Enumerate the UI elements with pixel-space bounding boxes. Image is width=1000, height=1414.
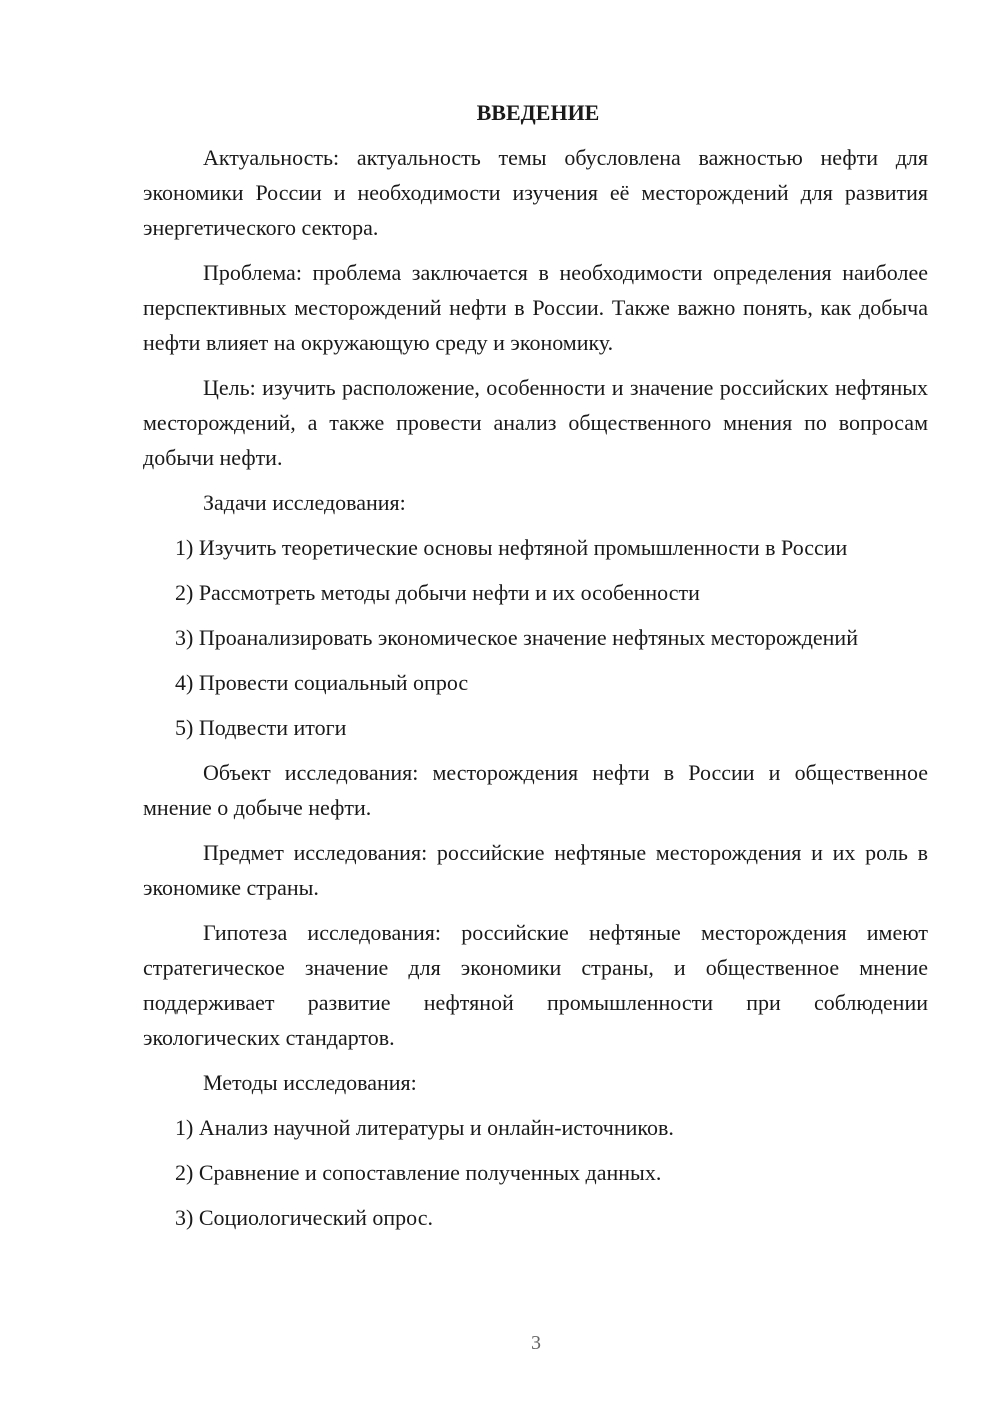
task-item: 5) Подвести итоги <box>175 715 347 740</box>
goal-paragraph: Цель: изучить расположение, особенности и значение российских нефтяных месторождений, а также провести анализ общественного мнения по вопросам добычи нефти. <box>143 375 928 470</box>
task-item: 1) Изучить теоретические основы нефтяной промышленности в России <box>175 535 848 560</box>
object-paragraph: Объект исследования: месторождения нефти в России и общественное мнение о добыче нефти. <box>143 760 928 820</box>
hypothesis-paragraph: Гипотеза исследования: российские нефтяные месторождения имеют стратегическое значение для экономики страны, и общественное мнение поддерживает развитие нефтяной промышленности при соблюдении экологических стандартов. <box>143 920 928 1050</box>
method-item: 2) Сравнение и сопоставление полученных данных. <box>175 1160 662 1185</box>
task-item: 2) Рассмотреть методы добычи нефти и их особенности <box>175 580 700 605</box>
method-item: 1) Анализ научной литературы и онлайн-источников. <box>175 1115 674 1140</box>
tasks-heading: Задачи исследования: <box>203 490 406 515</box>
document-page <box>143 95 928 1245</box>
subject-paragraph: Предмет исследования: российские нефтяные месторождения и их роль в экономике страны. <box>143 840 928 900</box>
section-title: ВВЕДЕНИЕ <box>476 100 600 125</box>
problem-paragraph: Проблема: проблема заключается в необходимости определения наиболее перспективных месторождений нефти в России. Также важно понять, как добыча нефти влияет на окружающую среду и экономику. <box>143 260 928 355</box>
page-number: 3 <box>531 1332 541 1354</box>
methods-heading: Методы исследования: <box>203 1070 417 1095</box>
task-item: 4) Провести социальный опрос <box>175 670 469 695</box>
method-item: 3) Социологический опрос. <box>175 1205 433 1230</box>
relevance-paragraph: Актуальность: актуальность темы обусловлена важностью нефти для экономики России и необходимости изучения её месторождений для развития энергетического сектора. <box>143 145 928 240</box>
task-item: 3) Проанализировать экономическое значение нефтяных месторождений <box>175 625 858 650</box>
